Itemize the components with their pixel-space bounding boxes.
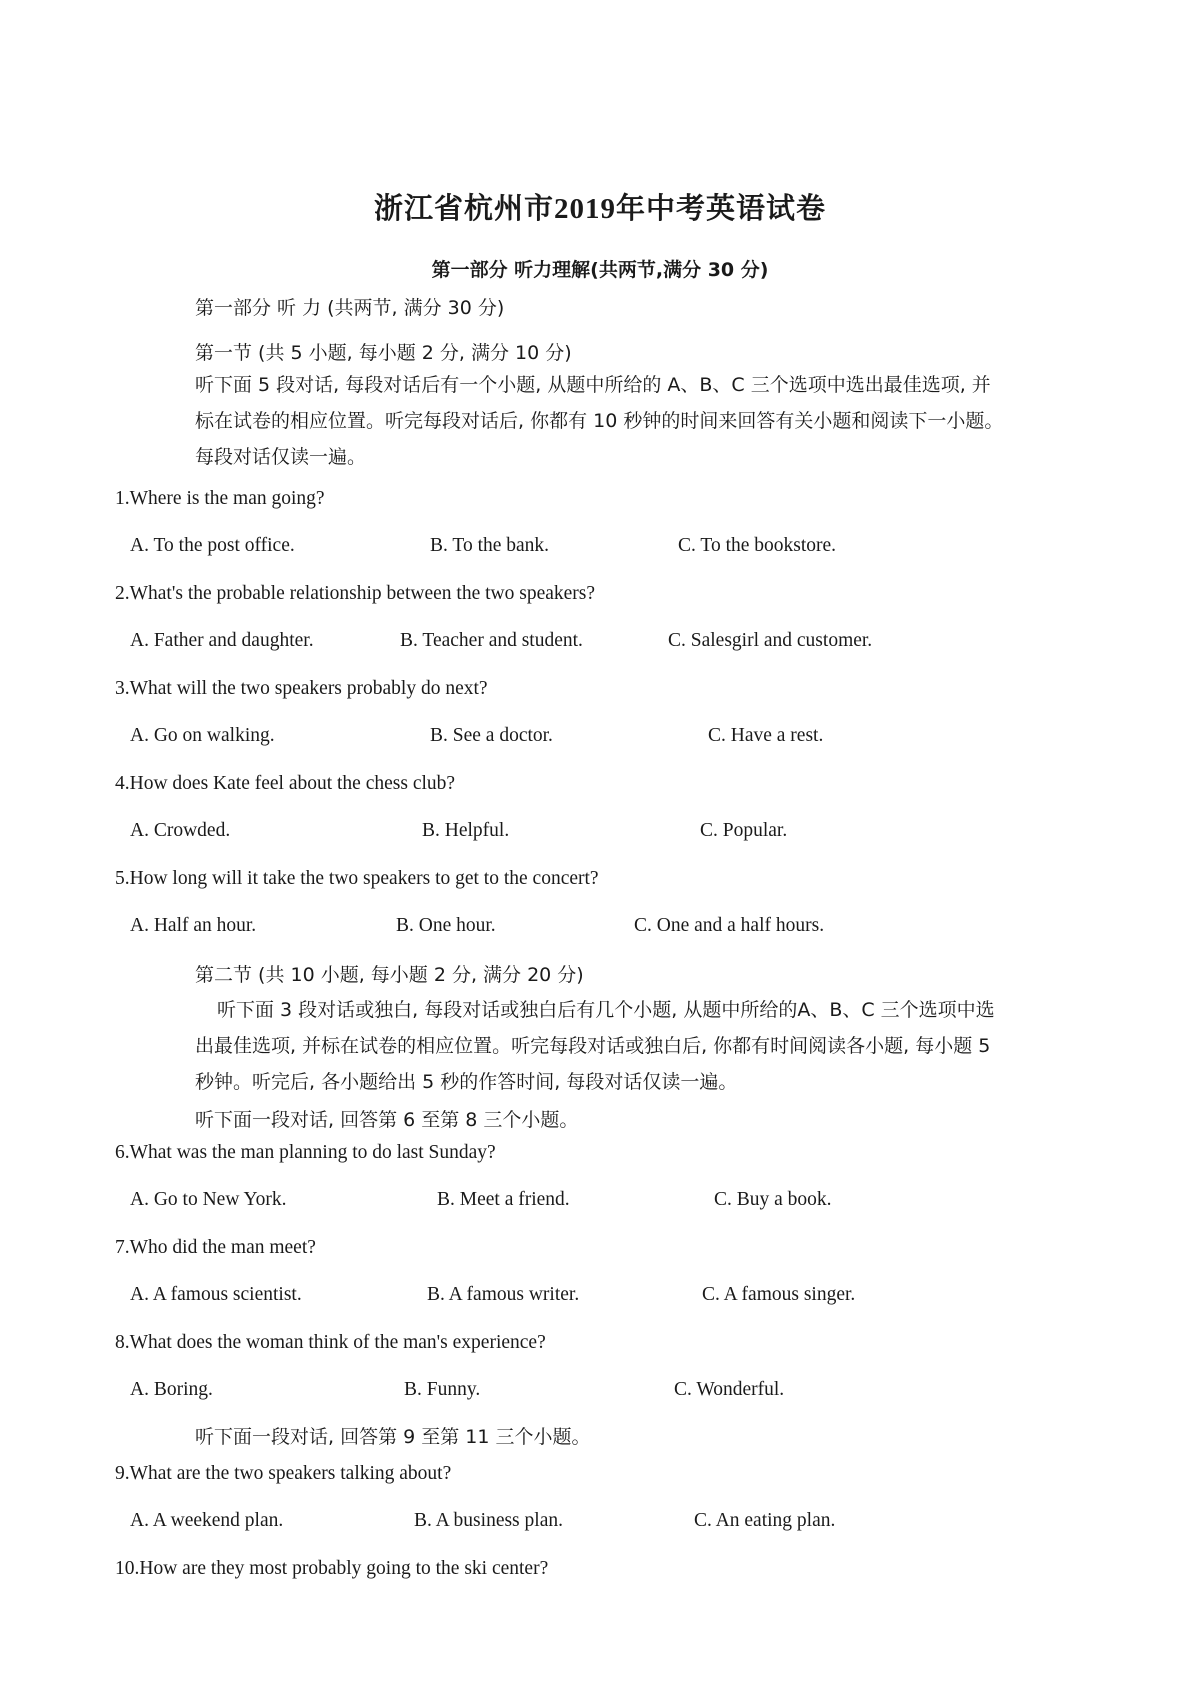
option-a: A. A weekend plan. (130, 1510, 284, 1531)
option-c: C. One and a half hours. (634, 915, 825, 936)
section1-heading: 第一节 (共 5 小题, 每小题 2 分, 满分 10 分) (195, 342, 572, 364)
options-7 (0, 1284, 1200, 1314)
option-b: B. A business plan. (414, 1510, 563, 1531)
question-6: 6.What was the man planning to do last Sunday? (115, 1142, 496, 1163)
option-c: C. Buy a book. (714, 1189, 832, 1210)
option-a: A. A famous scientist. (130, 1284, 302, 1305)
options-9 (0, 1510, 1200, 1540)
option-c: C. Have a rest. (708, 725, 824, 746)
option-c: C. An eating plan. (694, 1510, 836, 1531)
options-1 (0, 535, 1200, 565)
options-8 (0, 1379, 1200, 1409)
option-c: C. Wonderful. (674, 1379, 785, 1400)
option-c: C. A famous singer. (702, 1284, 856, 1305)
option-c: C. Salesgirl and customer. (668, 630, 873, 651)
option-b: B. A famous writer. (427, 1284, 580, 1305)
question-3: 3.What will the two speakers probably do next? (115, 678, 488, 699)
option-a: A. Go to New York. (130, 1189, 287, 1210)
options-3 (0, 725, 1200, 755)
option-a: A. Crowded. (130, 820, 231, 841)
option-a: A. Boring. (130, 1379, 213, 1400)
option-a: A. Half an hour. (130, 915, 257, 936)
question-5: 5.How long will it take the two speakers to get to the concert? (115, 868, 599, 889)
option-b: B. One hour. (396, 915, 496, 936)
option-b: B. Helpful. (422, 820, 510, 841)
group-note-9-11: 听下面一段对话, 回答第 9 至第 11 三个小题。 (195, 1426, 591, 1448)
option-c: C. To the bookstore. (678, 535, 837, 556)
section1-instructions: 听下面 5 段对话, 每段对话后有一个小题, 从题中所给的 A、B、C 三个选项中选出最佳选项, 并标在试卷的相应位置。听完每段对话后, 你都有 10 秒钟的时间来回答有关小题和阅读下一小题。每段对话仅读一遍。 (195, 374, 1004, 468)
question-8: 8.What does the woman think of the man's experience? (115, 1332, 546, 1353)
option-a: A. Father and daughter. (130, 630, 314, 651)
group-note-6-8: 听下面一段对话, 回答第 6 至第 8 三个小题。 (195, 1109, 579, 1131)
question-9: 9.What are the two speakers talking about? (115, 1463, 452, 1484)
part-note: 第一部分 听 力 (共两节, 满分 30 分) (195, 297, 505, 319)
option-b: B. To the bank. (430, 535, 550, 556)
question-7: 7.Who did the man meet? (115, 1237, 316, 1258)
options-4 (0, 820, 1200, 850)
options-6 (0, 1189, 1200, 1219)
part-subtitle: 第一部分 听力理解(共两节,满分 30 分) (431, 259, 769, 281)
question-1: 1.Where is the man going? (115, 488, 325, 509)
option-b: B. Teacher and student. (400, 630, 583, 651)
question-2: 2.What's the probable relationship between the two speakers? (115, 583, 596, 604)
page-title: 浙江省杭州市2019年中考英语试卷 (373, 193, 826, 225)
question-10: 10.How are they most probably going to the ski center? (115, 1558, 549, 1579)
option-b: B. Meet a friend. (437, 1189, 570, 1210)
option-c: C. Popular. (700, 820, 788, 841)
option-a: A. To the post office. (130, 535, 295, 556)
section2-instructions: 听下面 3 段对话或独白, 每段对话或独白后有几个小题, 从题中所给的A、B、C 三个选项中选出最佳选项, 并标在试卷的相应位置。听完每段对话或独白后, 你都有时间阅读各小题, 每小题 5 秒钟。听完后, 各小题给出 5 秒的作答时间, 每段对话仅读一遍。 (195, 999, 995, 1093)
option-b: B. See a doctor. (430, 725, 553, 746)
option-b: B. Funny. (404, 1379, 481, 1400)
question-4: 4.How does Kate feel about the chess club? (115, 773, 456, 794)
option-a: A. Go on walking. (130, 725, 275, 746)
section2-heading: 第二节 (共 10 小题, 每小题 2 分, 满分 20 分) (195, 964, 584, 986)
options-2 (0, 630, 1200, 660)
options-5 (0, 915, 1200, 945)
